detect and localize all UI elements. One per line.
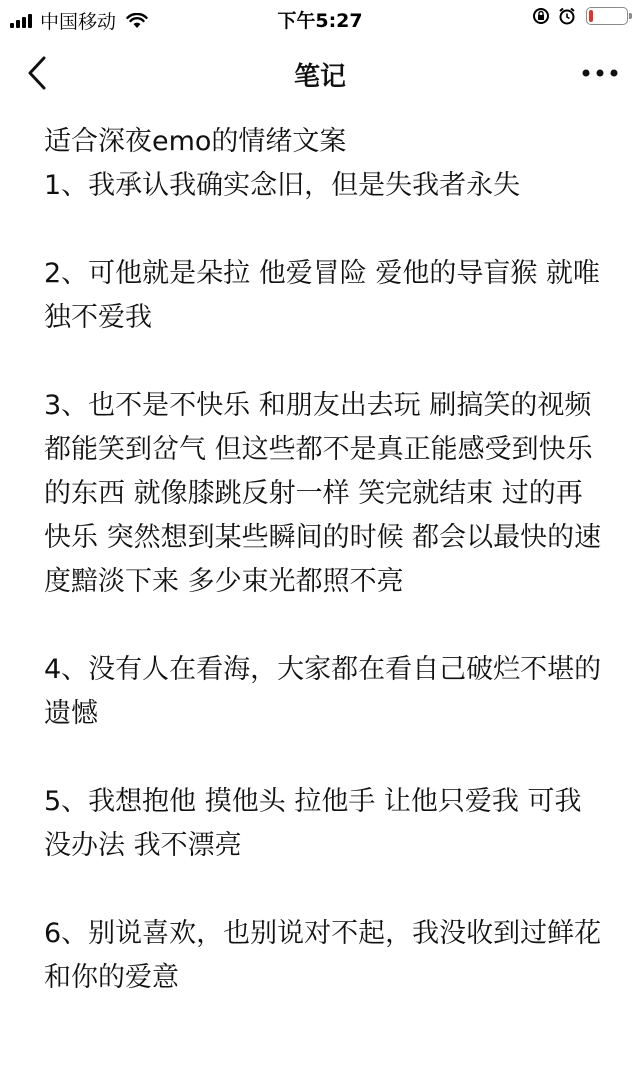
carrier-name: 中国移动 — [40, 11, 117, 33]
note-item: 4、没有人在看海，大家都在看自己破烂不堪的遗憾 — [44, 654, 602, 729]
note-item: 6、别说喜欢，也别说对不起，我没收到过鲜花和你的爱意 — [44, 918, 602, 993]
more-dots-icon[interactable] — [580, 60, 620, 86]
alarm-icon — [558, 7, 576, 25]
battery-icon — [586, 7, 628, 25]
note-content[interactable] — [44, 120, 604, 1000]
note-item: 1、我承认我确实念旧，但是失我者永失 — [44, 170, 521, 201]
note-item: 2、可他就是朵拉 他爱冒险 爱他的导盲猴 就唯独不爱我 — [44, 258, 600, 333]
note-item: 3、也不是不快乐 和朋友出去玩 刷搞笑的视频 都能笑到岔气 但这些都不是真正能感受到快乐的东西 就像膝跳反射一样 笑完就结束 过的再快乐 突然想到某些瞬间的时候 都会以最快的速度黯淡下来 多少束光都照不亮 — [44, 390, 602, 597]
status-right — [524, 7, 628, 25]
nav-bar — [0, 36, 640, 110]
note-item: 5、我想抱他 摸他头 拉他手 让他只爱我 可我没办法 我不漂亮 — [44, 786, 582, 861]
status-time: 下午5:27 — [277, 10, 363, 32]
battery-level — [589, 10, 593, 22]
page-title: 笔记 — [293, 62, 346, 92]
rotation-lock-icon — [532, 7, 550, 25]
note-title: 适合深夜emo的情绪文案 — [44, 126, 347, 157]
status-bar — [0, 0, 640, 36]
